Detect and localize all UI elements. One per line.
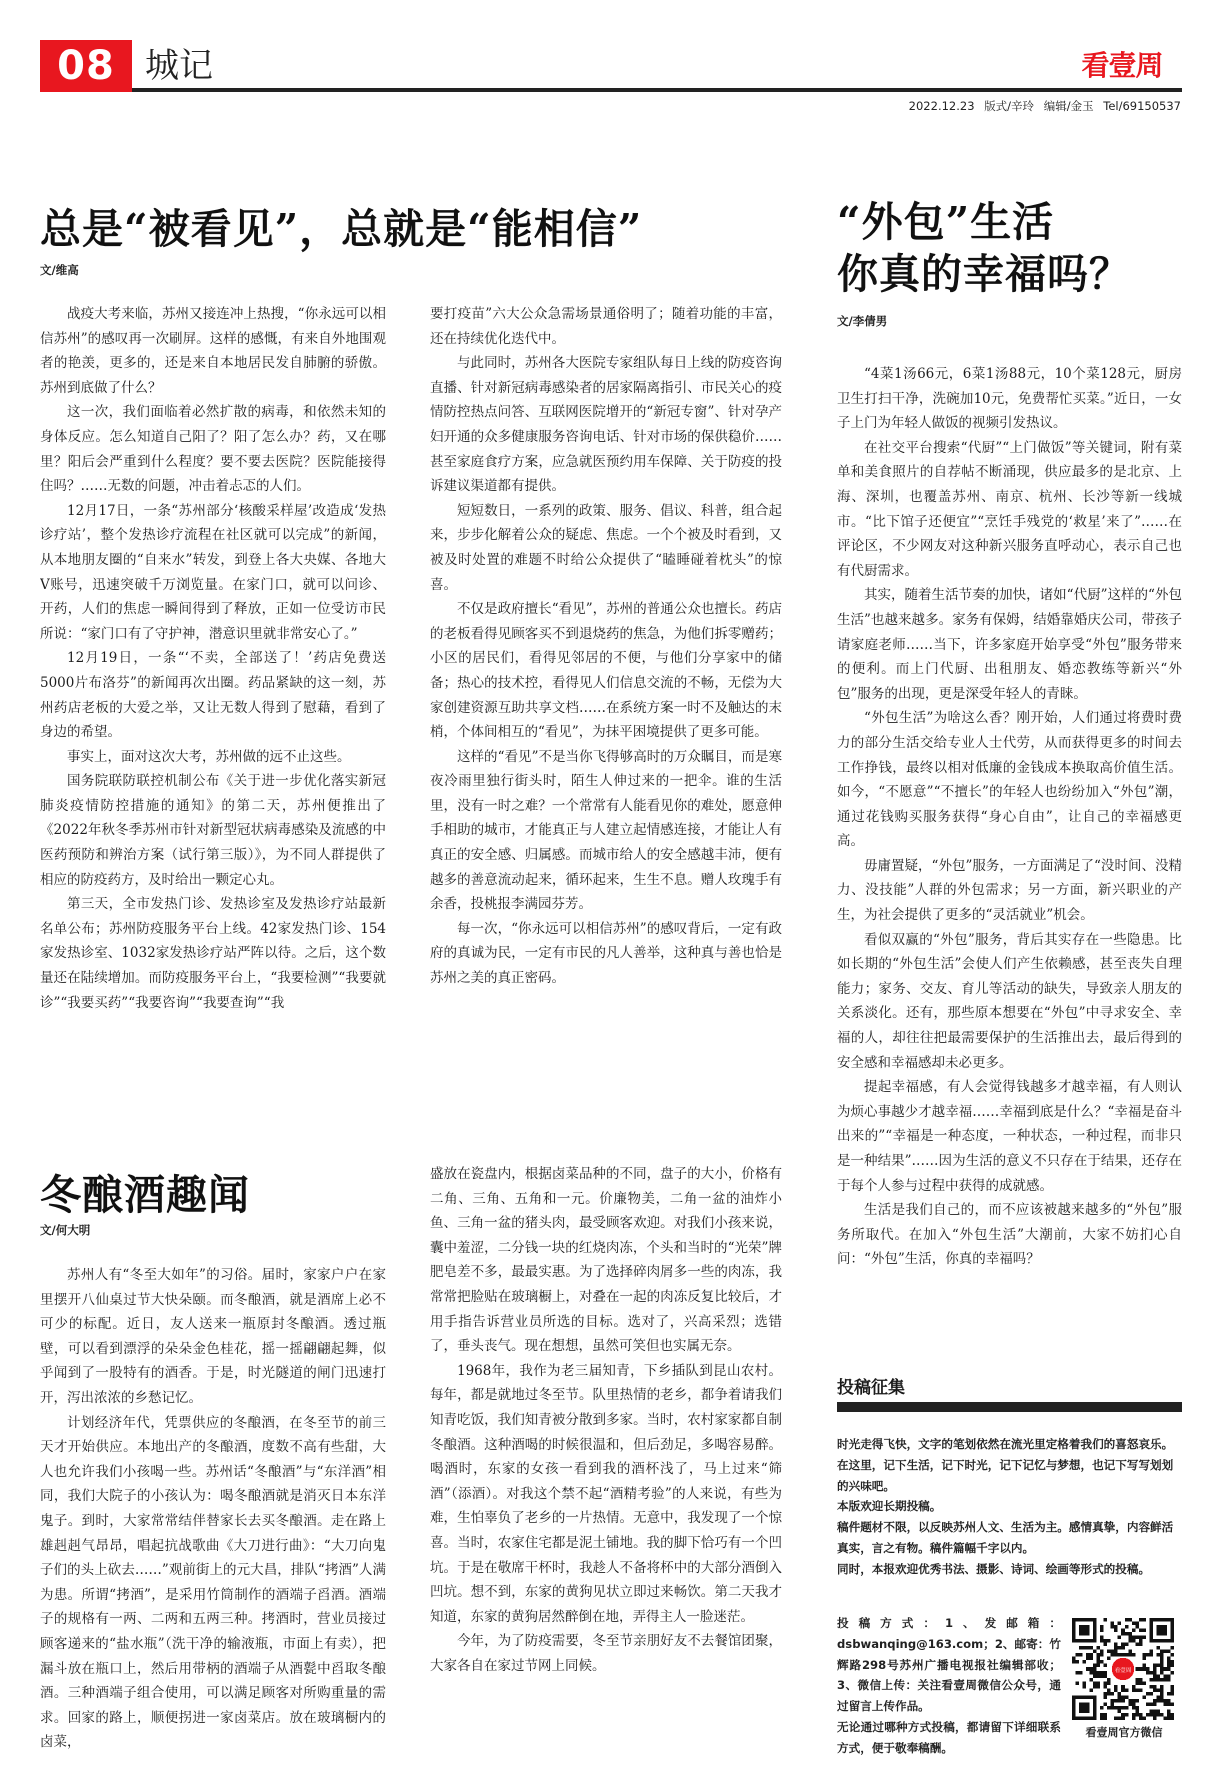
paragraph: 12月17日，一条“苏州部分‘核酸采样屋’改造成‘发热诊疗站’，整个发热诊疗流程在社区就可以完成”的新闻，从本地朋友圈的“自来水”转发，到登上各大央媒、各地大V账号，迅速突破千万浏览量。在家门口，就可以问诊、开药，人们的焦虑一瞬间得到了释放，正如一位受访市民所说：“家门口有了守护神，潜意识里就非常安心了。” [40, 502, 386, 642]
main-article-title: 总是“被看见”，总就是“能相信” [40, 205, 643, 253]
qr-logo-text: 看壹周 [1114, 1667, 1132, 1674]
paragraph: 提起幸福感，有人会觉得钱越多才越幸福，有人则认为烦心事越少才越幸福……幸福到底是什么？“幸福是奋斗出来的”“幸福是一种态度，一种状态，一种过程，而非只是一种结果”……因为生活的意义不只存在于结果，还存在于每个人参与过程中获得的成就感。 [837, 1079, 1182, 1194]
main-article-byline: 文/维高 [40, 263, 79, 277]
submission-intro-line: 同时，本报欢迎优秀书法、摄影、诗词、绘画等形式的投稿。 [837, 1561, 1151, 1576]
header-divider [132, 88, 1182, 92]
main-article-column-1 [40, 302, 386, 1028]
submission-intro-line: 时光走得飞快，文字的笔划依然在流光里定格着我们的喜怒哀乐。 [837, 1437, 1174, 1451]
wine-article-column-2 [430, 1162, 782, 1782]
submission-intro-line: 稿件题材不限，以反映苏州人文、生活为主。感情真挚，内容鲜活真实，言之有物。稿件篇幅千字以内。 [837, 1520, 1174, 1555]
paragraph: 生活是我们自己的，而不应该被越来越多的“外包”服务所取代。在加入“外包生活”大潮前，大家不妨扪心自问：“外包”生活，你真的幸福吗？ [837, 1202, 1182, 1268]
submission-title: 投稿征集 [837, 1378, 905, 1398]
paragraph: “外包生活”为啥这么香？刚开始，人们通过将费时费力的部分生活交给专业人士代劳，从而获得更多的时间去工作挣钱，最终以相对低廉的金钱成本换取高价值生活。如今，“不愿意”“不擅长”的年轻人也纷纷加入“外包”潮，通过花钱购买服务获得“身心自由”，让自己的幸福感更高。 [837, 710, 1182, 850]
paragraph: 苏州人有“冬至大如年”的习俗。届时，家家户户在家里摆开八仙桌过节大快朵颐。而冬酿酒，就是酒席上必不可少的标配。近日，友人送来一瓶原封冬酿酒。透过瓶壁，可以看到漂浮的朵朵金色桂花，摇一摇翩翩起舞，似乎闻到了一股特有的酒香。于是，时光隧道的闸门迅速打开，泻出浓浓的乡愁记忆。 [40, 1267, 386, 1406]
submission-contact [837, 1613, 1061, 1759]
side-article-title-line-1: “外包”生活 [837, 198, 1055, 246]
issue-date: 2022.12.23 [908, 99, 975, 113]
qr-caption: 看壹周官方微信 [1085, 1726, 1163, 1739]
paragraph: 国务院联防联控机制公布《关于进一步优化落实新冠肺炎疫情防控措施的通知》的第二天，苏州便推出了《2022年秋冬季苏州市针对新型冠状病毒感染及流感的中医药预防和辨治方案（试行第三版）》，为不同人群提供了相应的防疫药方，及时给出一颗定心丸。 [40, 773, 386, 888]
paragraph: 战疫大考来临，苏州又接连冲上热搜，“你永远可以相信苏州”的感叹再一次刷屏。这样的感慨，有来自外地围观者的艳羡，更多的，还是来自本地居民发自肺腑的骄傲。苏州到底做了什么？ [40, 306, 386, 396]
submission-methods: 投稿方式：1、发邮箱：dsbwanqing@163.com；2、邮寄：竹辉路298号苏州广播电视报社编辑部收；3、微信上传：关注看壹周微信公众号，通过留言上传作品。 [837, 1616, 1061, 1714]
side-article-column [837, 362, 1182, 1322]
paragraph: 事实上，面对这次大考，苏州做的远不止这些。 [67, 748, 351, 765]
paragraph: 这样的“看见”不是当你飞得够高时的万众瞩目，而是寒夜冷雨里独行街头时，陌生人伸过来的一把伞。谁的生活里，没有一时之难？一个常常有人能看见你的难处，愿意伸手相助的城市，才能真正与人建立起情感连接，才能让人有真正的安全感、归属感。而城市给人的安全感越丰沛，便有越多的善意流动起来，循环起来，生生不息。赠人玫瑰手有余香，投桃报李满园芬芳。 [430, 748, 782, 913]
submission-closing: 无论通过哪种方式投稿，都请留下详细联系方式，便于敬奉稿酬。 [837, 1719, 1061, 1755]
paragraph: 12月19日，一条“‘不卖，全部送了！’药店免费送5000片布洛芬”的新闻再次出圈。药品紧缺的这一刻，苏州药店老板的大爱之举，又让无数人得到了慰藉，看到了身边的希望。 [40, 650, 386, 741]
submission-intro-line: 本版欢迎长期投稿。 [837, 1499, 942, 1514]
paragraph: 每一次，“你永远可以相信苏州”的感叹背后，一定有政府的真诚为民，一定有市民的凡人善举，这种真与善也恰是苏州之美的真正密码。 [430, 920, 782, 987]
paragraph: 今年，为了防疫需要，冬至节亲朋好友不去餐馆团聚，大家各自在家过节网上同候。 [430, 1633, 782, 1674]
paragraph: 与此同时，苏州各大医院专家组队每日上线的防疫咨询直播、针对新冠病毒感染者的居家隔离指引、市民关心的疫情防控热点问答、互联网医院增开的“新冠专窗”、针对孕产妇开通的众多健康服务咨询电话、针对市场的保供稳价……甚至家庭食疗方案，应急就医预约用车保障、关于防疫的投诉建议渠道都有提供。 [430, 355, 782, 495]
paragraph: “4菜1汤66元，6菜1汤88元，10个菜128元，厨房卫生打扫干净，洗碗加10元，免费帮忙买菜。”近日，一女子上门为年轻人做饭的视频引发热议。 [837, 366, 1182, 432]
editor: 编辑/金玉 [1043, 99, 1094, 113]
submission-intro [837, 1434, 1182, 1580]
paragraph: 在社交平台搜索“代厨”“上门做饭”等关键词，附有菜单和美食照片的自荐帖不断涌现，供应最多的是北京、上海、深圳，也覆盖苏州、南京、杭州、长沙等新一线城市。“比下馆子还便宜”“烹饪手残党的‘救星’来了”……在评论区，不少网友对这种新兴服务直呼动心，表示自己也有代厨需求。 [837, 439, 1182, 579]
section-title: 城记 [145, 46, 213, 86]
paragraph: 盛放在瓷盘内，根据卤菜品种的不同，盘子的大小，价格有二角、三角、五角和一元。价廉物美，二角一盆的油炸小鱼、三角一盆的猪头肉，最受顾客欢迎。对我们小孩来说，囊中羞涩，二分钱一块的红烧肉冻，个头和当时的“光荣”牌肥皂差不多，最最实惠。为了选择碎肉屑多一些的肉冻，我常常把脸贴在玻璃橱上，对叠在一起的肉冻反复比较后，才用手指告诉营业员所选的目标。选对了，兴高采烈；选错了，垂头丧气。现在想想，虽然可笑但也实属无奈。 [430, 1166, 782, 1355]
telephone: Tel/69150537 [1103, 99, 1181, 113]
issue-meta [903, 98, 1181, 114]
brand-logo: 看壹周 [1081, 49, 1163, 82]
paragraph: 毋庸置疑，“外包”服务，一方面满足了“没时间、没精力、没技能”人群的外包需求；另一方面，新兴职业的产生，为社会提供了更多的“灵活就业”机会。 [837, 857, 1182, 924]
wine-article-title: 冬酿酒趣闻 [40, 1171, 250, 1219]
paragraph: 第三天，全市发热门诊、发热诊室及发热诊疗站最新名单公布；苏州防疫服务平台上线。42家发热门诊、154家发热诊室、1032家发热诊疗站严阵以待。之后，这个数量还在陆续增加。而防疫服务平台上，“我要检测”“我要就诊”“我要买药”“我要咨询”“我要查询”“我 [40, 896, 386, 1011]
side-article-title-line-2: 你真的幸福吗？ [837, 250, 1131, 298]
qr-code[interactable] [1072, 1618, 1174, 1720]
side-article-title [837, 196, 1131, 300]
layout-editor: 版式/辛玲 [984, 99, 1035, 113]
page-number: 08 [40, 40, 132, 92]
side-article-byline: 文/李倩男 [837, 314, 888, 328]
paragraph: 不仅是政府擅长“看见”，苏州的普通公众也擅长。药店的老板看得见顾客买不到退烧药的焦急，为他们拆零赠药；小区的居民们，看得见邻居的不便，与他们分享家中的储备；热心的技术控，看得见人们信息交流的不畅，无偿为大家创建资源互助共享文档……在系统方案一时不及触达的末梢，个体间相互的“看见”，为抹平困境提供了更多可能。 [430, 601, 782, 741]
paragraph: 其实，随着生活节奏的加快，诸如“代厨”这样的“外包生活”也越来越多。家务有保姆，结婚靠婚庆公司，带孩子请家庭老师……当下，许多家庭开始享受“外包”服务带来的便利。而上门代厨、出租朋友、婚恋教练等新兴“外包”服务的出现，更是深受年轻人的青睐。 [837, 587, 1182, 702]
paragraph: 1968年，我作为老三届知青，下乡插队到昆山农村。每年，都是就地过冬至节。队里热情的老乡，都争着请我们知青吃饭，我们知青被分散到多家。当时，农村家家都自制冬酿酒。这种酒喝的时候很温和，但后劲足，多喝容易醉。喝酒时，东家的女孩一看到我的酒杯浅了，马上过来“筛酒”（添酒）。对我这个禁不起“酒精考验”的人来说，有些为难，生怕辜负了老乡的一片热情。无意中，我发现了一个惊喜。当时，农家住宅都是泥土铺地。我的脚下恰巧有一个凹坑。于是在敬席干杯时，我趁人不备将杯中的大部分酒倒入凹坑。想不到，东家的黄狗见状立即过来畅饮。第二天我才知道，东家的黄狗居然醉倒在地，弄得主人一脸迷茫。 [430, 1362, 782, 1625]
paragraph: 这一次，我们面临着必然扩散的病毒，和依然未知的身体反应。怎么知道自己阳了？阳了怎么办？药，又在哪里？阳后会严重到什么程度？要不要去医院？医院能接得住吗？……无数的问题，冲击着忐忑的人们。 [40, 404, 386, 495]
paragraph: 短短数日，一系列的政策、服务、倡议、科普，组合起来，步步化解着公众的疑虑、焦虑。一个个被及时看到，又被及时处置的难题不时给公众提供了“瞌睡碰着枕头”的惊喜。 [430, 502, 782, 593]
submission-intro-line: 在这里，记下生活，记下时光，记下记忆与梦想，也记下写写划划的兴味吧。 [837, 1457, 1174, 1493]
submission-divider [837, 1402, 1182, 1412]
wine-article-byline: 文/何大明 [40, 1223, 91, 1237]
paragraph: 要打疫苗”六大公众急需场景通俗明了；随着功能的丰富，还在持续优化迭代中。 [430, 306, 782, 347]
wine-article-column-1 [40, 1263, 386, 1779]
paragraph: 看似双赢的“外包”服务，背后其实存在一些隐患。比如长期的“外包生活”会使人们产生依赖感，甚至丧失自理能力；家务、交友、育儿等活动的缺失，导致亲人朋友的关系淡化。还有，那些原本想要在“外包”中寻求安全、幸福的人，却往往把最需要保护的生活推出去，最后得到的安全感和幸福感却未必更多。 [837, 931, 1182, 1071]
paragraph: 计划经济年代，凭票供应的冬酿酒，在冬至节的前三天才开始供应。本地出产的冬酿酒，度数不高有些甜，大人也允许我们小孩喝一些。苏州话“冬酿酒”与“东洋酒”相同，我们大院子的小孩认为：喝冬酿酒就是消灭日本东洋鬼子。到时，大家常常结伴替家长去买冬酿酒。走在路上雄赳赳气昂昂，唱起抗战歌曲《大刀进行曲》：“大刀向鬼子们的头上砍去……”观前街上的元大昌，排队“拷酒”人满为患。所谓“拷酒”，是采用竹筒制作的酒端子舀酒。酒端子的规格有一两、二两和五两三种。拷酒时，营业员接过顾客递来的“盐水瓶”（洗干净的输液瓶，市面上有卖），把漏斗放在瓶口上，然后用带柄的酒端子从酒甏中舀取冬酿酒。三种酒端子组合使用，可以满足顾客对所购重量的需求。回家的路上，顺便拐进一家卤菜店。放在玻璃橱内的卤菜， [40, 1414, 386, 1751]
main-article-column-2 [430, 302, 782, 1028]
